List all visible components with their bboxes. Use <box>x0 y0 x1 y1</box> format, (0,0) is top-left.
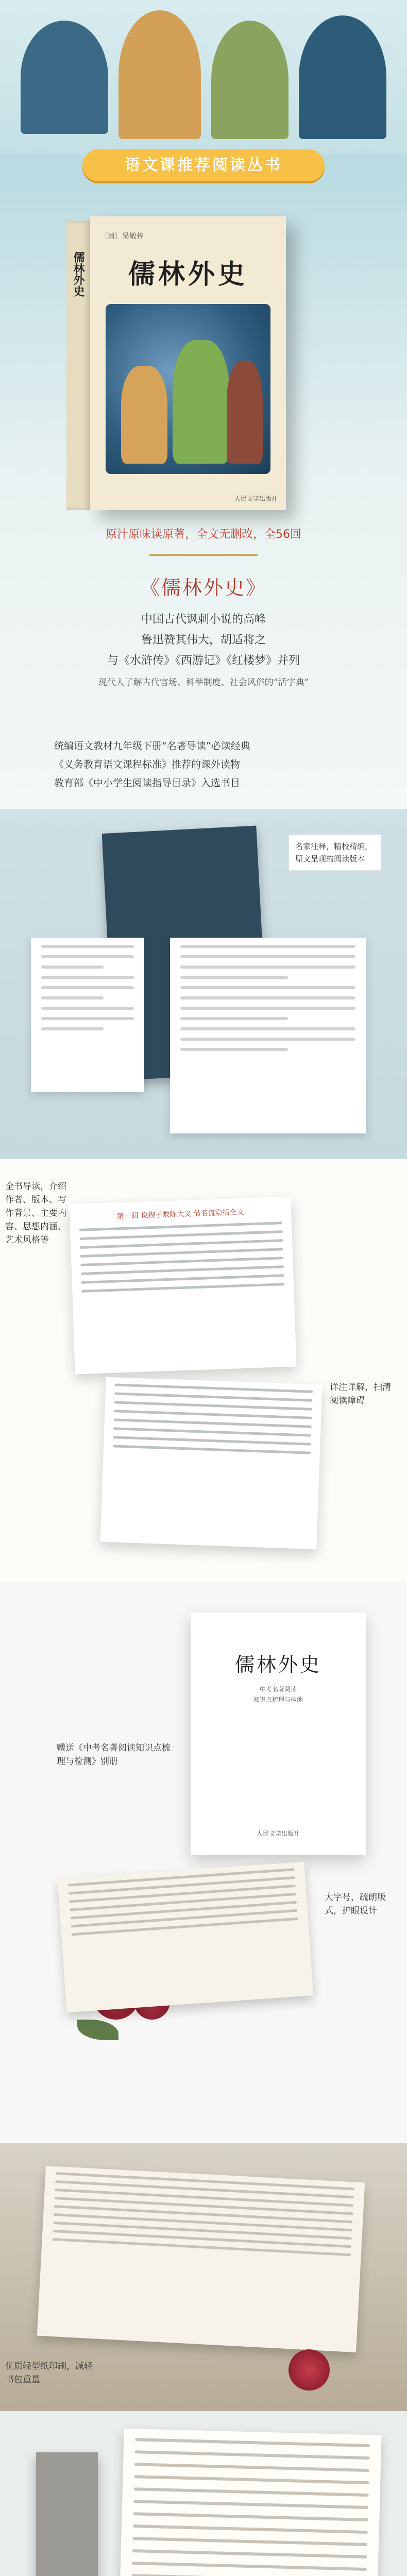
text-closeup-section <box>0 2411 407 2576</box>
cover-title: 儒林外史 <box>128 259 248 290</box>
text-page-closeup <box>113 2429 381 2576</box>
highlight-title: 《儒林外史》 <box>140 577 267 599</box>
verse-line-2: 鲁迅赞其伟大，胡适将之 <box>141 634 266 647</box>
guide-feature-label: 全书导读，介绍作者、版本、写作背景、主要内容、思想内涵、艺术风格等 <box>5 1181 66 1245</box>
chapter-page <box>69 1197 296 1375</box>
guide-page <box>170 938 366 1133</box>
endorsement-list <box>54 737 363 792</box>
font-feature-label: 大字号，疏朗版式，护眼设计 <box>325 1892 386 1916</box>
open-book-photo <box>37 2166 365 2352</box>
book-spine <box>66 221 90 510</box>
gift-booklet-section <box>0 1582 407 2143</box>
book-spread-section <box>0 809 407 1159</box>
gift-booklet <box>191 1613 366 1855</box>
note-annotation-box: 名家注释，精校精编，原文呈现的阅读版本 <box>289 835 381 871</box>
endorse-line: 统编语文教材九年级下册“名著导读”必读经典 <box>54 740 250 752</box>
cover-author: 〔清〕吴敬梓 <box>100 232 144 241</box>
cover-illustration-banner <box>0 0 407 155</box>
preface-page <box>31 938 144 1092</box>
endorse-line: 教育部《中小学生阅读指导目录》入选书目 <box>54 777 241 789</box>
series-banner-text: 语文课推荐阅读丛书 <box>125 156 282 174</box>
annotation-spread-section <box>0 1159 407 1582</box>
booklet-subtitle-1: 中考名著阅读 <box>259 1686 297 1693</box>
booklet-subtitle-2: 知识点梳理与检测 <box>253 1696 303 1703</box>
gift-label: 赠送《中考名著阅读知识点梳理与检测》别册 <box>57 1743 171 1767</box>
endorse-line: 《义务教育语文课程标准》推荐的课外读物 <box>54 759 241 770</box>
hero-caption: 原汁原味读原著，全文无删改，全56回 <box>106 528 301 541</box>
hero-section <box>0 0 407 809</box>
cover-publisher: 人民文学出版社 <box>234 495 278 502</box>
rose-decoration <box>289 2349 330 2391</box>
verse-line-4: 现代人了解古代官场、科举制度、社会风俗的“活字典” <box>98 677 309 688</box>
booklet-title: 儒林外史 <box>234 1653 321 1676</box>
leaf-decoration <box>77 2020 118 2040</box>
verse-line-1: 中国古代讽刺小说的高峰 <box>141 613 266 626</box>
series-banner <box>82 149 325 181</box>
paper-feature-label: 优质轻型纸印刷，减轻书包重量 <box>5 2361 93 2385</box>
annotated-page <box>100 1377 323 1549</box>
spine-title: 儒林外史 <box>72 251 85 297</box>
cover-artwork <box>106 304 270 474</box>
annotation-feature-label: 详注详解，扫清阅读障碍 <box>330 1382 391 1406</box>
open-book-photo <box>58 1862 314 2013</box>
verse-line-3: 与《水浒传》《西游记》《红楼梦》并列 <box>107 654 300 667</box>
booklet-publisher: 人民文学出版社 <box>256 1830 300 1837</box>
divider-ornament <box>149 554 258 556</box>
paper-quality-section <box>0 2143 407 2411</box>
book-cover[interactable] <box>72 216 286 510</box>
book-edge <box>36 2452 98 2576</box>
chapter-title: 第一回 说楔子敷陈大义 借名流隐括全文 <box>116 1208 244 1221</box>
